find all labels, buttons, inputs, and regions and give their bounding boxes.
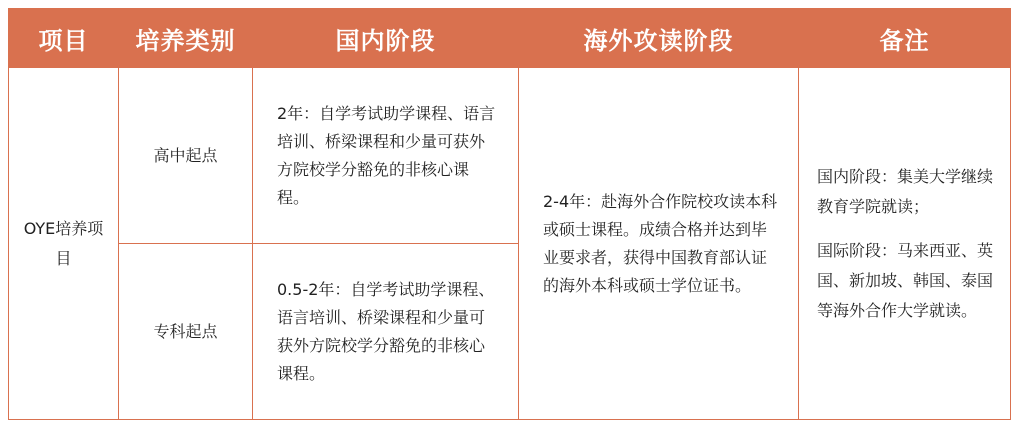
header-row [9, 9, 1011, 68]
project-name: OYE培养项目 [23, 218, 104, 268]
header-project: 项目 [9, 9, 119, 68]
program-table [8, 8, 1011, 420]
remark-domestic: 国内阶段：集美大学继续教育学院就读； [817, 166, 994, 216]
category-high-school: 高中起点 [119, 68, 253, 244]
remark-international: 国际阶段：马来西亚、英国、新加坡、韩国、泰国等海外合作大学就读。 [817, 240, 994, 320]
domestic-high-school: 2年：自学考试助学课程、语言培训、桥梁课程和少量可获外方院校学分豁免的非核心课程。 [253, 68, 519, 244]
category-college: 专科起点 [119, 244, 253, 420]
remarks-cell [799, 68, 1011, 420]
header-overseas-stage: 海外攻读阶段 [519, 9, 799, 68]
table-row [9, 68, 1011, 244]
overseas-stage-cell: 2-4年：赴海外合作院校攻读本科或硕士课程。成绩合格并达到毕业要求者，获得中国教育部认证的海外本科或硕士学位证书。 [519, 68, 799, 420]
domestic-college: 0.5-2年：自学考试助学课程、语言培训、桥梁课程和少量可获外方院校学分豁免的非核心课程。 [253, 244, 519, 420]
header-remarks: 备注 [799, 9, 1011, 68]
header-category: 培养类别 [119, 9, 253, 68]
header-domestic-stage: 国内阶段 [253, 9, 519, 68]
project-cell [9, 68, 119, 420]
